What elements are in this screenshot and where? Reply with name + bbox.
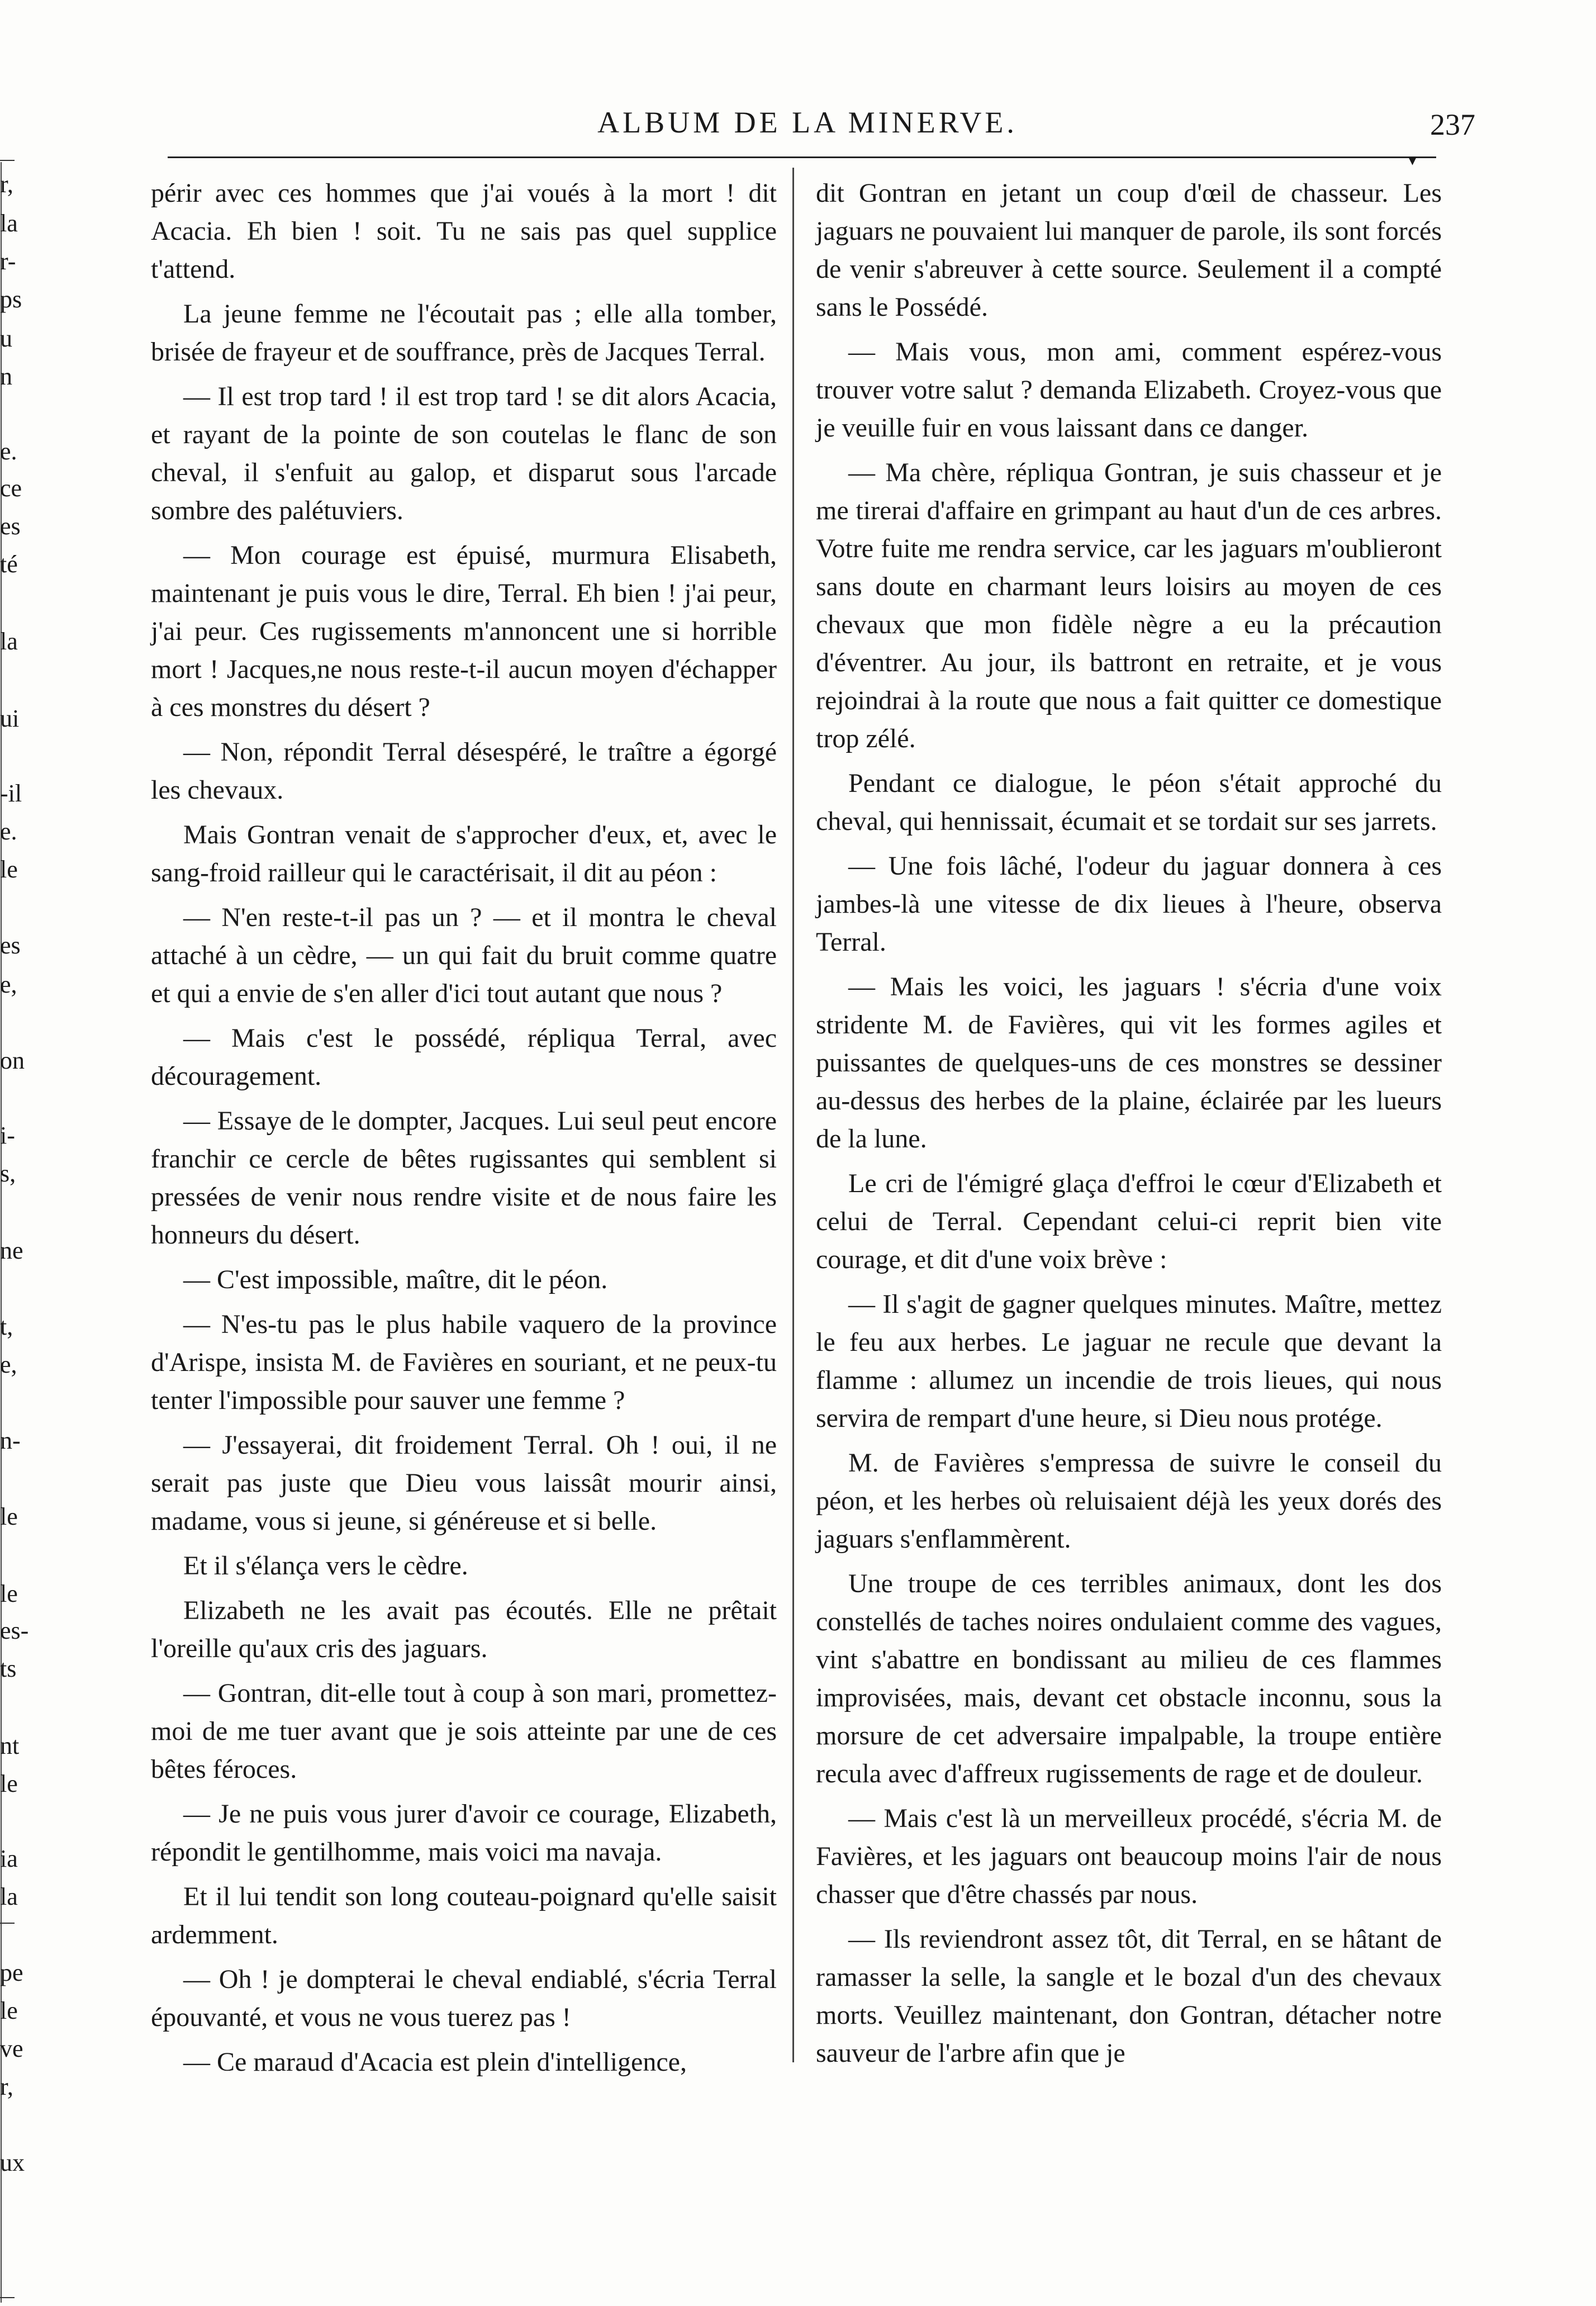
- gutter-tick: [0, 160, 15, 161]
- bleed-fragment: r-: [0, 248, 16, 275]
- bleed-fragment: ux: [0, 2149, 25, 2176]
- bleed-fragment: u: [0, 325, 12, 352]
- paragraph: Une troupe de ces terribles animaux, dont les dos constellés de taches noires ondulaient comme des vagues, vint s'abattre en bondissant au milieu de ces flammes improvisées, mais, devant cet obstacle inconnu, sous la morsure de cet adversaire impalpable, la troupe entière recula avec d'affreux rugissements de rage et de douleur.: [816, 1569, 1442, 1788]
- bleed-fragment: ui: [0, 705, 20, 732]
- journal-title: ALBUM DE LA MINERVE.: [597, 106, 1018, 139]
- paragraph: La jeune femme ne l'écoutait pas ; elle alla tomber, brisée de frayeur et de souffrance, près de Jacques Terral.: [151, 299, 777, 367]
- paragraph: — Gontran, dit-elle tout à coup à son mari, promettez-moi de me tuer avant que je sois atteinte par une de ces bêtes féroces.: [151, 1678, 777, 1784]
- paragraph: — Mais c'est là un merveilleux procédé, s'écria M. de Favières, et les jaguars ont beaucoup moins l'air de nous chasser que d'être chassés par nous.: [816, 1804, 1442, 1909]
- bleed-fragment: ps: [0, 286, 22, 313]
- gutter-tick: [0, 2297, 15, 2298]
- paragraph: — Une fois lâché, l'odeur du jaguar donnera à ces jambes-là une vitesse de dix lieues à l'heure, observa Terral.: [816, 851, 1442, 957]
- paragraph: — Je ne puis vous jurer d'avoir ce courage, Elizabeth, répondit le gentilhomme, mais voici ma navaja.: [151, 1799, 777, 1867]
- bleed-fragment: le: [0, 1503, 18, 1530]
- bleed-fragment: ve: [0, 2035, 23, 2062]
- paragraph: — Oh ! je dompterai le cheval endiablé, s'écria Terral épouvanté, et vous ne vous tuerez pas !: [151, 1965, 777, 2032]
- bleed-fragment: ne: [0, 1237, 23, 1264]
- bleed-fragment: pe: [0, 1959, 23, 1986]
- paragraph: — Ils reviendront assez tôt, dit Terral, en se hâtant de ramasser la selle, la sangle et le bozal d'un des chevaux morts. Veuillez maintenant, don Gontran, détacher notre sauveur de l'arbre afin que je: [816, 1924, 1442, 2068]
- bleed-fragment: n-: [0, 1427, 21, 1454]
- bleed-fragment: e,: [0, 1351, 17, 1378]
- paragraph: Le cri de l'émigré glaça d'effroi le cœur d'Elizabeth et celui de Terral. Cependant celui-ci reprit bien vite courage, et dit d'une voix brève :: [816, 1169, 1442, 1274]
- paragraph: Elizabeth ne les avait pas écoutés. Elle ne prêtait l'oreille qu'aux cris des jaguars.: [151, 1596, 777, 1663]
- paragraph: — Il s'agit de gagner quelques minutes. Maître, mettez le feu aux herbes. Le jaguar ne recule que devant la flamme : allumez un incendie de trois lieues, qui nous servira de rempart d'une heure, si Dieu nous protége.: [816, 1289, 1442, 1433]
- column-divider: [792, 168, 794, 2062]
- page-number: 237: [1430, 108, 1475, 141]
- bleed-fragment: es-: [0, 1617, 29, 1644]
- paragraph: Mais Gontran venait de s'approcher d'eux, et, avec le sang-froid railleur qui le caractérisait, il dit au péon :: [151, 820, 777, 888]
- header-rule: [168, 156, 1436, 158]
- bleed-fragment: nt: [0, 1732, 20, 1759]
- bleed-fragment: le: [0, 1580, 18, 1607]
- bleed-fragment: r,: [0, 170, 13, 198]
- paragraph: — C'est impossible, maître, dit le péon.: [183, 1265, 608, 1294]
- paragraph: — N'en reste-t-il pas un ? — et il montra le cheval attaché à un cèdre, — un qui fait du bruit comme quatre et qui a envie de s'en aller d'ici tout autant que nous ?: [151, 903, 777, 1008]
- bleed-fragment: la: [0, 628, 18, 655]
- paragraph: périr avec ces hommes que j'ai voués à la mort ! dit Acacia. Eh bien ! soit. Tu ne sais pas quel supplice t'attend.: [151, 178, 777, 284]
- paragraph: M. de Favières s'empressa de suivre le conseil du péon, et les herbes où reluisaient déjà les yeux dorés des jaguars s'enflammèrent.: [816, 1448, 1442, 1554]
- gutter-tick: [0, 1923, 15, 1924]
- paragraph: — Non, répondit Terral désespéré, le traître a égorgé les chevaux.: [151, 737, 777, 805]
- bleed-fragment: s,: [0, 1160, 16, 1187]
- bleed-fragment: r,: [0, 2073, 13, 2100]
- right-column: [816, 174, 1442, 2079]
- paragraph: — Mais c'est le possédé, répliqua Terral, avec découragement.: [151, 1023, 777, 1091]
- paragraph: — Essaye de le dompter, Jacques. Lui seul peut encore franchir ce cercle de bêtes rugissantes qui semblent si pressées de venir nous rendre visite et de nous faire les honneurs du désert.: [151, 1106, 777, 1250]
- bleed-fragment: ts: [0, 1655, 17, 1682]
- bleed-fragment: e.: [0, 818, 17, 845]
- paragraph: — N'es-tu pas le plus habile vaquero de la province d'Arispe, insista M. de Favières en souriant, et ne peux-tu tenter l'impossible pour sauver une femme ?: [151, 1309, 777, 1415]
- paragraph: — Il est trop tard ! il est trop tard ! se dit alors Acacia, et rayant de la pointe de son coutelas le flanc de son cheval, il s'enfuit au galop, et disparut sous l'arcade sombre des palétuviers.: [151, 382, 777, 525]
- bleed-fragment: té: [0, 551, 18, 578]
- bleed-fragment: le: [0, 856, 18, 883]
- paragraph: — Mais vous, mon ami, comment espérez-vous trouver votre salut ? demanda Elizabeth. Croyez-vous que je veuille fuir en vous laissant dans ce danger.: [816, 337, 1442, 443]
- bleed-fragment: le: [0, 1770, 18, 1797]
- bleed-fragment: e,: [0, 971, 17, 998]
- paragraph: — Mais les voici, les jaguars ! s'écria d'une voix stridente M. de Favières, qui vit les formes agiles et puissantes de quelques-uns de ces monstres se dessiner au-dessus des herbes de la plaine, éclairée par les lueurs de la lune.: [816, 972, 1442, 1154]
- paragraph: — Ce maraud d'Acacia est plein d'intelligence,: [183, 2047, 687, 2077]
- bleed-fragment: es: [0, 932, 21, 959]
- bleed-fragment: t,: [0, 1313, 13, 1340]
- paragraph: — J'essayerai, dit froidement Terral. Oh ! oui, il ne serait pas juste que Dieu vous laissât mourir ainsi, madame, vous si jeune, si généreuse et si belle.: [151, 1430, 777, 1536]
- bleed-fragment: e.: [0, 438, 17, 465]
- bleed-fragment: -il: [0, 780, 22, 807]
- page-mark: ▾: [1408, 150, 1417, 170]
- paragraph: — Mon courage est épuisé, murmura Elisabeth, maintenant je puis vous le dire, Terral. Eh bien ! j'ai peur, j'ai peur. Ces rugissements m'annoncent une si horrible mort ! Jacques,ne nous reste-t-il aucun moyen d'échapper à ces monstres du désert ?: [151, 540, 777, 722]
- bleed-fragment: ia: [0, 1845, 18, 1872]
- bleed-fragment: ce: [0, 475, 22, 502]
- bleed-fragment: on: [0, 1047, 25, 1074]
- paragraph: — Ma chère, répliqua Gontran, je suis chasseur et je me tirerai d'affaire en grimpant au haut d'un de ces arbres. Votre fuite me rendra service, car les jaguars m'oublieront sans doute en charmant leurs loisirs au moyen de ces chevaux que mon fidèle nègre a eu la précaution d'éventrer. Au jour, ils battront en retraite, et je vous rejoindrai à la route que nous a fait quitter ce domestique trop zélé.: [816, 458, 1442, 753]
- bleed-fragment: es: [0, 513, 21, 540]
- bleed-fragment: n: [0, 363, 12, 390]
- paragraph: Pendant ce dialogue, le péon s'était approché du cheval, qui hennissait, écumait et se tordait sur ses jarrets.: [816, 768, 1442, 836]
- bleed-fragment: i-: [0, 1122, 15, 1149]
- bleed-fragment: la: [0, 210, 18, 237]
- paragraph: dit Gontran en jetant un coup d'œil de chasseur. Les jaguars ne pouvaient lui manquer de parole, ils sont forcés de venir s'abreuver à cette source. Seulement il a compté sans le Possédé.: [816, 178, 1442, 322]
- bleed-fragment: la: [0, 1883, 18, 1910]
- paragraph: Et il s'élança vers le cèdre.: [183, 1551, 468, 1581]
- bleed-fragment: le: [0, 1997, 18, 2024]
- paragraph: Et il lui tendit son long couteau-poignard qu'elle saisit ardemment.: [151, 1882, 777, 1949]
- left-column: [151, 174, 777, 2088]
